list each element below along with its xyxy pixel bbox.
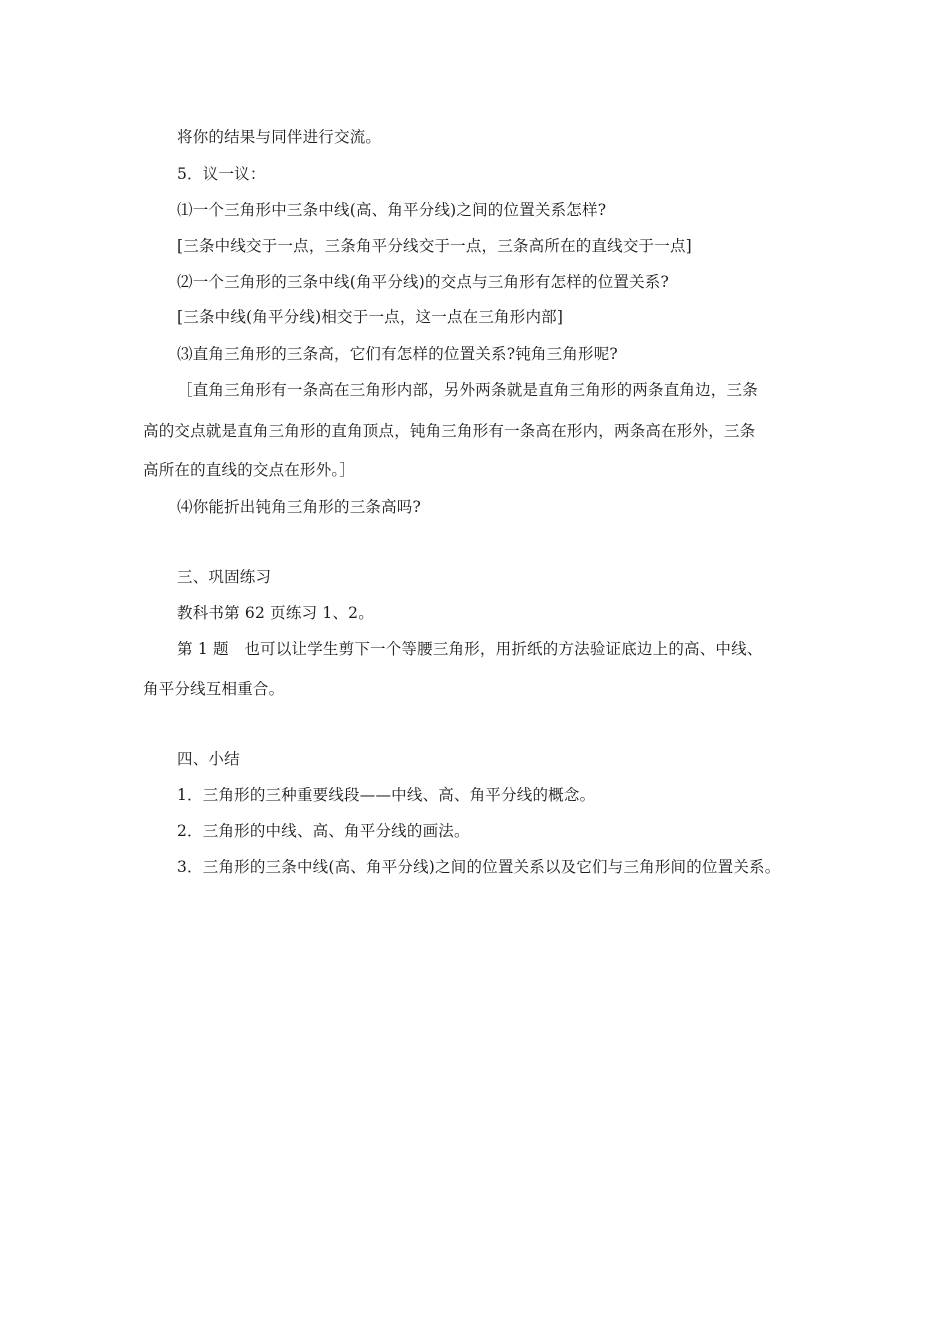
summary-item-1: 1．三角形的三种重要线段——中线、高、角平分线的概念。 [177,786,596,804]
question-4: ⑷你能折出钝角三角形的三条高吗? [177,498,422,516]
practice-line-1: 教科书第 62 页练习 1、2。 [177,604,374,622]
intro-text: 将你的结果与同伴进行交流。 [177,128,382,146]
summary-heading: 四、小结 [177,750,240,768]
answer-3-line-1: ［直角三角形有一条高在三角形内部，另外两条就是直角三角形的两条直角边，三条 [177,381,758,399]
summary-item-2: 2．三角形的中线、高、角平分线的画法。 [177,822,470,840]
practice-note-line-2: 角平分线互相重合。 [143,680,285,698]
question-3: ⑶直角三角形的三条高，它们有怎样的位置关系?钝角三角形呢? [177,345,618,363]
question-2: ⑵一个三角形的三条中线(角平分线)的交点与三角形有怎样的位置关系? [177,273,670,291]
answer-2: [三条中线(角平分线)相交于一点，这一点在三角形内部] [177,308,564,326]
discuss-heading: 5．议一议： [177,165,266,183]
practice-heading: 三、巩固练习 [177,568,272,586]
answer-3-line-3: 高所在的直线的交点在形外。］ [143,461,356,479]
answer-3-line-2: 高的交点就是直角三角形的直角顶点，钝角三角形有一条高在形内，两条高在形外，三条 [143,422,756,440]
answer-1: [三条中线交于一点，三条角平分线交于一点，三条高所在的直线交于一点] [177,237,692,255]
summary-item-3: 3．三角形的三条中线(高、角平分线)之间的位置关系以及它们与三角形间的位置关系。 [177,858,781,876]
practice-note-line-1: 第 1 题 也可以让学生剪下一个等腰三角形，用折纸的方法验证底边上的高、中线、 [177,640,763,658]
question-1: ⑴一个三角形中三条中线(高、角平分线)之间的位置关系怎样? [177,201,607,219]
